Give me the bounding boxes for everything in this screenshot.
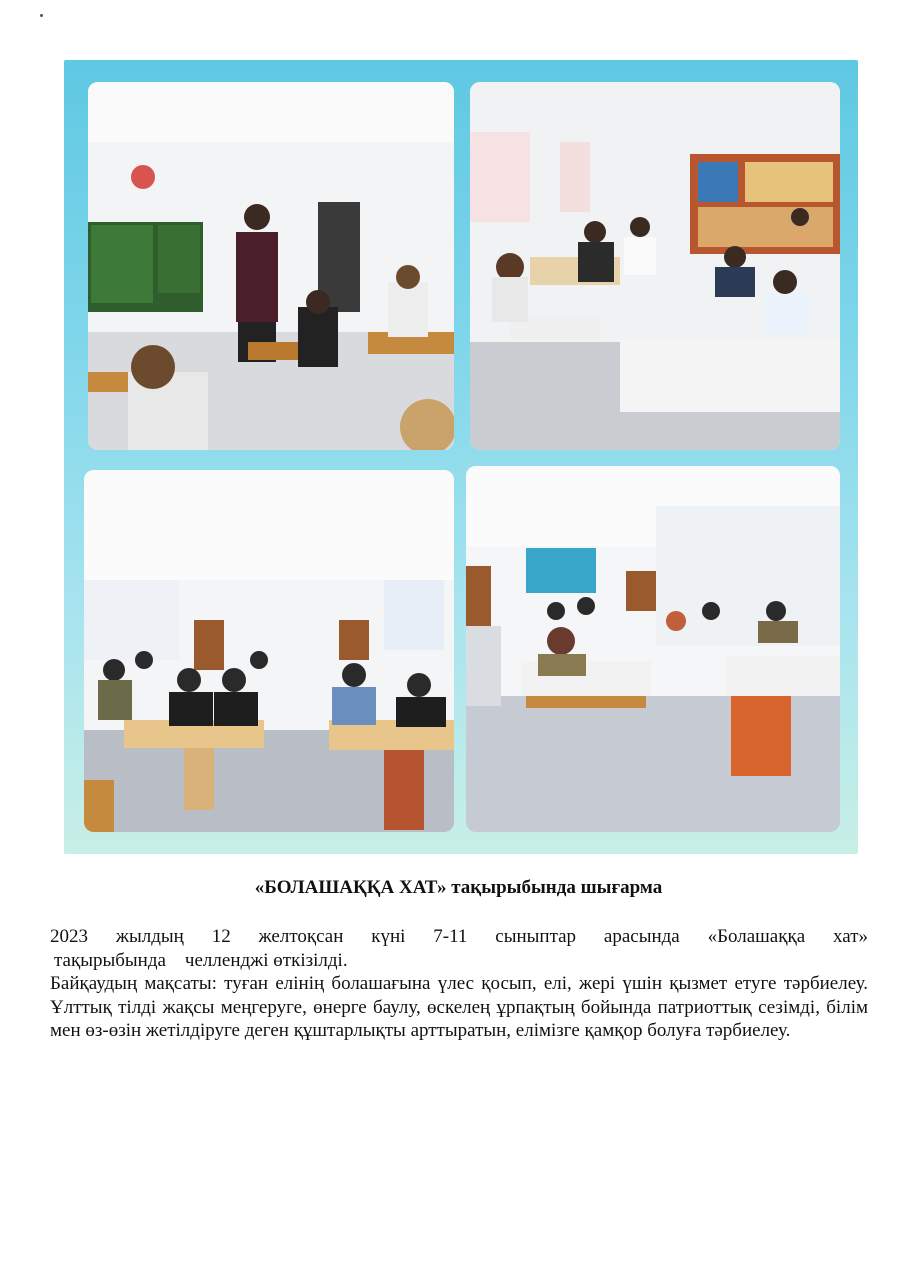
classroom-teacher-photo — [88, 82, 454, 450]
classroom-uniform-students-right-photo — [466, 466, 840, 832]
classroom-uniform-students-left-photo — [84, 470, 454, 832]
classroom-writing-illustration — [470, 82, 840, 450]
paragraph-1-line-1: 2023 жылдың 12 желтоқсан күні 7-11 сыныптар арасында «Болашаққа хат» — [50, 926, 868, 947]
classroom-uniform-right-illustration — [466, 466, 840, 832]
classroom-students-writing-photo — [470, 82, 840, 450]
scan-speck — [40, 14, 43, 17]
document-title: «БОЛАШАҚҚА ХАТ» тақырыбында шығарма — [254, 877, 663, 898]
paragraph-1-line-2: тақырыбында челленджі өткізілді. — [54, 949, 348, 971]
body-text — [50, 925, 868, 1043]
classroom-uniform-left-illustration — [84, 470, 454, 832]
classroom-teacher-illustration — [88, 82, 454, 450]
photo-collage-frame — [64, 60, 858, 854]
paragraph-2: Байқаудың мақсаты: туған елінің болашағына үлес қосып, елі, жері үшін қызмет етуге тәрбиелеу. Ұлттық тілді жақсы меңгеруге, өнерге баулу, өскелең ұрпақтың бойында патриоттық сезімді, білім мен өз-өзін жетілдіруге деген құштарлықты арттыратын, елімізге қамқор болуға тәрбиелеу. — [50, 973, 868, 1041]
